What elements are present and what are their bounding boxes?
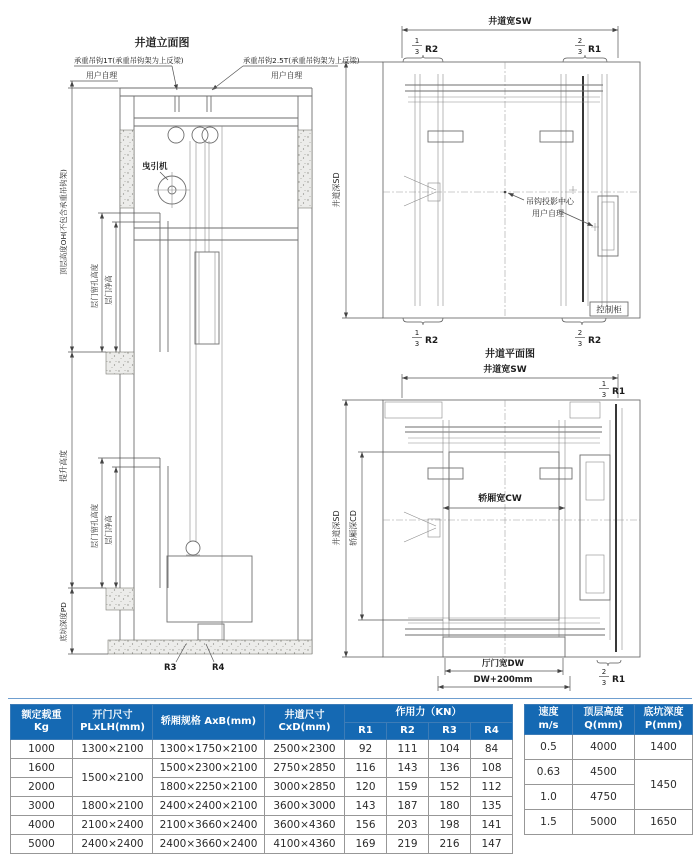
frac-num: 1 [601, 380, 607, 388]
cell-shaft: 3600×4360 [265, 816, 345, 835]
cell-shaft: 4100×4360 [265, 835, 345, 854]
header-door-line2: PLxLH(mm) [80, 722, 145, 733]
cell-r2: 203 [387, 816, 429, 835]
frac-label: R1 [612, 675, 626, 685]
header-r2: R2 [387, 722, 429, 740]
cell-car: 1500×2300×2100 [153, 759, 265, 778]
cell-r4: 108 [471, 759, 513, 778]
header-p-line1: 底坑深度 [643, 707, 684, 718]
cell-p-merged: 1450 [635, 760, 693, 810]
plan-bottom-dw-label: 厅门宽DW [482, 659, 524, 669]
header-car-line1: 轿厢规格 AxB(mm) [160, 715, 257, 727]
header-speed-line1: 速度 [538, 707, 559, 718]
frac-one-third-r2-bottom [403, 318, 443, 348]
cell-speed: 1.5 [525, 810, 573, 835]
frac-label: R2 [588, 336, 602, 346]
header-car [153, 705, 265, 740]
header-force: 作用力（KN） [345, 705, 513, 723]
plan-top-sd-label: 井道深SD [332, 172, 341, 208]
plan-bottom-title: 井道平面图 [485, 349, 535, 360]
plan-bottom-cd-label: 轿厢深CD [349, 510, 358, 546]
frac-two-thirds-r1-bottom [597, 660, 625, 687]
cell-r2: 187 [387, 797, 429, 816]
cell-car: 2400×3660×2400 [153, 835, 265, 854]
table-row [11, 816, 513, 835]
cell-door: 2100×2400 [73, 816, 153, 835]
cell-kg: 3000 [11, 797, 73, 816]
cell-r4: 147 [471, 835, 513, 854]
cell-r2: 219 [387, 835, 429, 854]
table-row [11, 797, 513, 816]
hook1-user-label: 用户自理 [86, 71, 118, 80]
cell-r4: 141 [471, 816, 513, 835]
cell-r3: 104 [429, 740, 471, 759]
spec-tables [10, 704, 693, 854]
r3-label: R3 [164, 663, 177, 673]
header-q [573, 705, 635, 735]
header-p-line2: P(mm) [644, 719, 683, 731]
frac-num: 1 [414, 329, 420, 337]
cell-r4: 112 [471, 778, 513, 797]
header-door-line1: 开门尺寸 [92, 709, 133, 721]
cell-r2: 111 [387, 740, 429, 759]
dim-pit-label: 底坑深度PD [59, 602, 68, 642]
header-r1: R1 [345, 722, 387, 740]
cell-car: 1800×2250×2100 [153, 778, 265, 797]
cell-kg: 2000 [11, 778, 73, 797]
r4-label: R4 [212, 663, 225, 673]
speed-table [524, 704, 693, 835]
hook2-label: 承重吊钩2.5T(承重吊钩架为上反梁) [243, 56, 360, 65]
elevation-title: 井道立面图 [134, 36, 190, 49]
cell-car: 2400×2400×2100 [153, 797, 265, 816]
frac-num: 2 [601, 668, 607, 676]
frac-den: 3 [414, 48, 420, 56]
header-shaft [265, 705, 345, 740]
cell-r3: 152 [429, 778, 471, 797]
shaft-structure [106, 88, 312, 654]
table-separator-line [8, 698, 692, 699]
cell-q: 4500 [573, 760, 635, 785]
cell-q: 4750 [573, 785, 635, 810]
header-q-line1: 顶层高度 [583, 707, 624, 718]
table-row [11, 835, 513, 854]
cell-p: 1650 [635, 810, 693, 835]
cell-shaft: 2750×2850 [265, 759, 345, 778]
cell-r1: 169 [345, 835, 387, 854]
dim-door-clear-btm-label: 层门净高 [104, 515, 113, 545]
cell-r1: 92 [345, 740, 387, 759]
elevation-view [58, 35, 360, 673]
cell-r2: 159 [387, 778, 429, 797]
frac-label: R1 [612, 387, 626, 397]
cell-door: 1800×2100 [73, 797, 153, 816]
plan-view-top [331, 15, 640, 348]
frac-two-thirds-r2-bottom [562, 318, 606, 348]
frac-den: 3 [414, 340, 420, 348]
header-row [525, 705, 693, 735]
header-r4: R4 [471, 722, 513, 740]
header-shaft-line1: 井道尺寸 [284, 709, 325, 721]
plan-bottom-dw200-label: DW+200mm [473, 675, 533, 685]
cell-door-merged: 1500×2100 [73, 759, 153, 797]
dim-door-hole-top-label: 层门留孔高度 [90, 263, 99, 309]
frac-den: 3 [601, 391, 607, 399]
header-load-line1: 额定载重 [21, 709, 62, 721]
frac-two-thirds-r1-top [563, 37, 607, 62]
header-speed-line2: m/s [538, 719, 559, 731]
hook-center-user-label: 用户自理 [532, 209, 564, 218]
frac-one-third-r1-top [599, 380, 625, 399]
cell-r3: 198 [429, 816, 471, 835]
frac-den: 3 [577, 340, 583, 348]
header-q-line2: Q(mm) [584, 719, 623, 731]
cell-r1: 120 [345, 778, 387, 797]
frac-num: 2 [577, 329, 583, 337]
plan-view-bottom [331, 347, 640, 691]
plan-top-structure [383, 62, 640, 318]
dim-door-hole-btm-label: 层门留孔高度 [90, 503, 99, 549]
cell-door: 1300×2100 [73, 740, 153, 759]
header-load-line2: Kg [34, 722, 49, 733]
cell-q: 5000 [573, 810, 635, 835]
main-spec-table [10, 704, 513, 854]
table-row [525, 810, 693, 835]
dim-oh-label: 顶层高度OH(不包含承重吊钩架) [59, 169, 68, 275]
header-speed [525, 705, 573, 735]
frac-one-third-r2-top [403, 37, 443, 62]
cell-kg: 5000 [11, 835, 73, 854]
cell-p: 1400 [635, 735, 693, 760]
cell-q: 4000 [573, 735, 635, 760]
cell-r3: 216 [429, 835, 471, 854]
cell-kg: 1000 [11, 740, 73, 759]
header-row-1 [11, 705, 513, 723]
cell-r2: 143 [387, 759, 429, 778]
header-p [635, 705, 693, 735]
cell-r1: 143 [345, 797, 387, 816]
frac-num: 2 [577, 37, 583, 45]
hook1-label: 承重吊钩1T(承重吊钩架为上反梁) [74, 56, 184, 65]
cell-car: 1300×1750×2100 [153, 740, 265, 759]
frac-den: 3 [577, 48, 583, 56]
table-row [11, 759, 513, 778]
frac-num: 1 [414, 37, 420, 45]
cell-speed: 0.63 [525, 760, 573, 785]
table-row [11, 740, 513, 759]
header-door [73, 705, 153, 740]
plan-bottom-sw-label: 井道宽SW [483, 365, 527, 375]
cell-shaft: 2500×2300 [265, 740, 345, 759]
cell-kg: 4000 [11, 816, 73, 835]
cell-kg: 1600 [11, 759, 73, 778]
dim-door-clear-top-label: 层门净高 [104, 275, 113, 305]
cell-shaft: 3600×3000 [265, 797, 345, 816]
frac-label: R1 [588, 45, 602, 55]
plan-bottom-structure [383, 400, 640, 657]
frac-label: R2 [425, 336, 439, 346]
header-load [11, 705, 73, 740]
cell-shaft: 3000×2850 [265, 778, 345, 797]
cell-r4: 135 [471, 797, 513, 816]
cell-speed: 0.5 [525, 735, 573, 760]
plan-bottom-cw-label: 轿厢宽CW [478, 494, 522, 504]
control-cabinet-label: 控制柜 [596, 305, 622, 316]
cell-car: 2100×3660×2400 [153, 816, 265, 835]
plan-bottom-sd-label: 井道深SD [332, 510, 341, 546]
dim-travel-label: 提升高度 [59, 450, 68, 482]
hook2-user-label: 用户自理 [271, 71, 303, 80]
frac-label: R2 [425, 45, 439, 55]
cell-speed: 1.0 [525, 785, 573, 810]
cell-r3: 136 [429, 759, 471, 778]
table-row [525, 735, 693, 760]
cell-r3: 180 [429, 797, 471, 816]
header-shaft-line2: CxD(mm) [278, 722, 331, 733]
header-r3: R3 [429, 722, 471, 740]
frac-den: 3 [601, 679, 607, 687]
hook-center-label: 吊钩投影中心 [526, 197, 574, 206]
traction-label: 曳引机 [142, 162, 168, 172]
plan-top-sw-label: 井道宽SW [488, 17, 532, 27]
table-row [525, 760, 693, 785]
cell-r4: 84 [471, 740, 513, 759]
cell-door: 2400×2400 [73, 835, 153, 854]
cell-r1: 156 [345, 816, 387, 835]
cell-r1: 116 [345, 759, 387, 778]
